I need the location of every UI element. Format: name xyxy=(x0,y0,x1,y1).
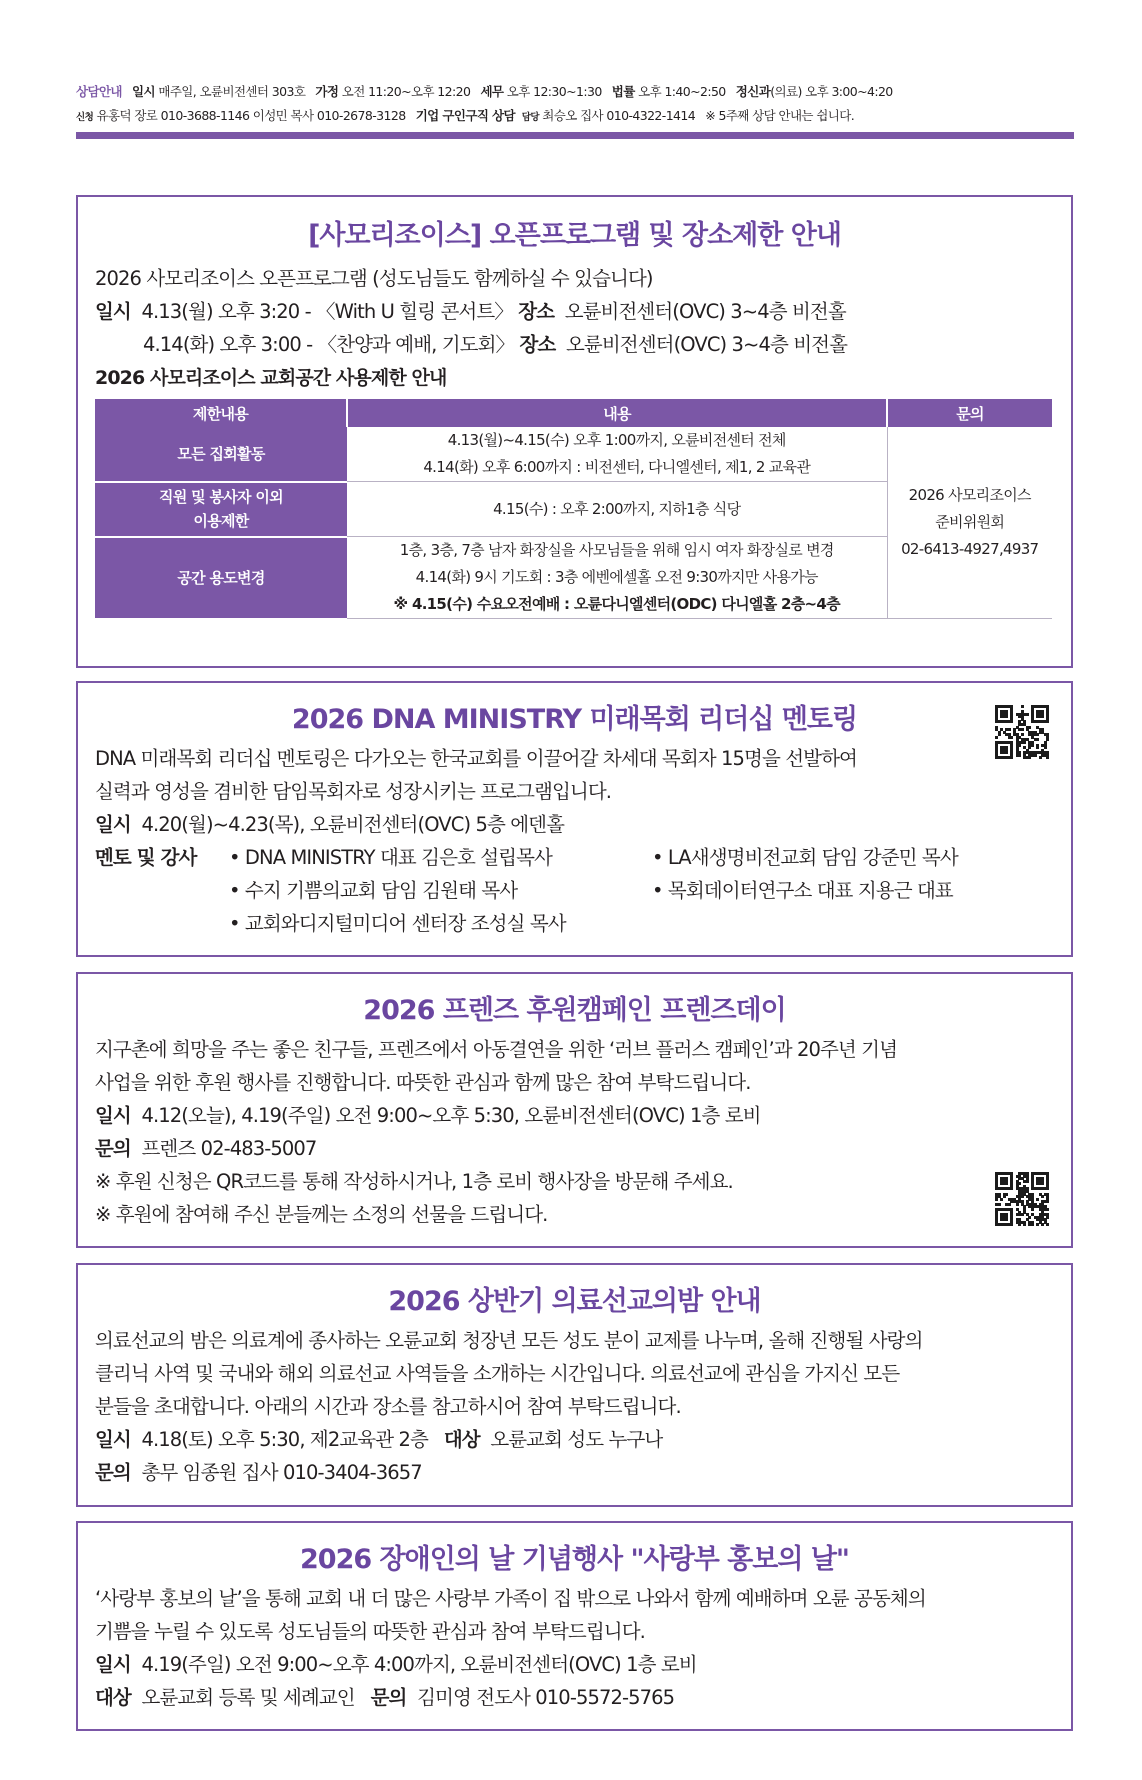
date-2-value: 4.14(화) 오후 3:00 - 〈찬양과 예배, 기도회〉 xyxy=(143,333,515,356)
contact-label: 문의 xyxy=(370,1686,407,1709)
consult-tax-value: 오후 12:30~1:30 xyxy=(506,84,602,99)
qr-module xyxy=(1031,1223,1034,1226)
dna-desc-2: 실력과 영성을 겸비한 담임목회자로 성장시키는 프로그램입니다. xyxy=(95,780,612,803)
qr-module xyxy=(1046,1200,1049,1203)
qr-module xyxy=(1010,1223,1013,1226)
contact-line-2: 준비위원회 xyxy=(935,513,1005,531)
qr-module xyxy=(1023,741,1026,744)
friends-box xyxy=(76,972,1073,1248)
disability-target-contact xyxy=(95,1683,674,1713)
medical-mission-title: 2026 상반기 의료선교의밤 안내 xyxy=(388,1286,761,1317)
table-header-row xyxy=(95,399,1052,427)
header-divider xyxy=(76,132,1074,139)
contact-label: 문의 xyxy=(95,1137,131,1160)
row-2-header-line-1: 직원 및 봉사자 이외 xyxy=(159,488,283,506)
consult-il-label: 일시 xyxy=(132,84,155,99)
friends-note-2: ※ 후원에 참여해 주신 분들께는 소정의 선물을 드립니다. xyxy=(95,1203,548,1226)
contact-line-1: 2026 사모리조이스 xyxy=(908,486,1031,504)
qr-module xyxy=(1046,1223,1049,1226)
medical-contact xyxy=(95,1458,422,1488)
medical-mission-box xyxy=(76,1263,1073,1507)
date-value: 4.19(주일) 오전 9:00~오후 4:00까지, 오륜비전센터(OVC) 1층 로비 xyxy=(141,1653,697,1676)
place-1-value: 오륜비전센터(OVC) 3~4층 비전홀 xyxy=(564,300,846,323)
consult-label: 상담안내 xyxy=(76,84,122,99)
contact-value: 김미영 전도사 010-5572-5765 xyxy=(417,1686,675,1709)
qr-module xyxy=(1036,733,1039,736)
qr-module xyxy=(1031,744,1034,747)
table-header-contact: 문의 xyxy=(887,399,1052,427)
consult-apply-label: 신청 xyxy=(76,112,94,123)
qr-module xyxy=(1034,754,1037,757)
consult-law-label: 법률 xyxy=(611,84,635,99)
disability-day-box xyxy=(76,1521,1073,1731)
samori-joyce-date-1 xyxy=(95,297,846,327)
qr-module xyxy=(995,736,998,739)
mentor-label: 멘토 및 강사 xyxy=(95,846,197,869)
qr-module xyxy=(1021,733,1024,736)
samori-joyce-title: [사모리조이스] 오픈프로그램 및 장소제한 안내 xyxy=(308,220,841,251)
qr-module xyxy=(1046,738,1049,741)
date-label: 일시 xyxy=(95,813,131,836)
qr-module xyxy=(1005,1182,1008,1185)
place-label: 장소 xyxy=(518,300,555,323)
samori-joyce-intro: 2026 사모리조이스 오픈프로그램 (성도님들도 함께하실 수 있습니다) xyxy=(95,267,653,290)
qr-module xyxy=(1046,1216,1049,1219)
space-limit-table xyxy=(95,399,1052,620)
disability-desc-2: 기쁨을 누릴 수 있도록 성도님들의 따뜻한 관심과 참여 부탁드립니다. xyxy=(95,1620,645,1643)
consult-il-value: 매주일, 오륜비전센터 303호 xyxy=(158,84,306,99)
row-2-header-line-2: 이용제한 xyxy=(193,512,249,530)
qr-module xyxy=(1000,1198,1003,1201)
qr-module xyxy=(1036,738,1039,741)
table-header-limit: 제한내용 xyxy=(95,399,347,427)
qr-module xyxy=(1046,720,1049,723)
qr-module xyxy=(1021,728,1024,731)
target-value: 오륜교회 등록 및 세례교인 xyxy=(141,1686,355,1709)
qr-module xyxy=(1018,744,1021,747)
friends-contact xyxy=(95,1134,316,1164)
qr-module xyxy=(1026,1180,1029,1183)
date-label: 일시 xyxy=(95,1104,131,1127)
friends-desc-2: 사업을 위한 후원 행사를 진행합니다. 따뜻한 관심과 함께 많은 참여 부탁드립니다. xyxy=(95,1071,751,1094)
qr-code-dna[interactable] xyxy=(995,705,1049,759)
qr-module xyxy=(1028,1216,1031,1219)
medical-desc-2: 클리닉 사역 및 국내와 해외 의료선교 사역들을 소개하는 시간입니다. 의료선교에 관심을 가지신 모든 xyxy=(95,1362,900,1385)
date-value: 4.18(토) 오후 5:30, 제2교육관 2층 xyxy=(141,1428,428,1451)
qr-module xyxy=(1005,1218,1008,1221)
consult-job-label: 기업 구인구직 상담 xyxy=(415,108,515,123)
qr-module xyxy=(998,733,1001,736)
qr-module xyxy=(998,1203,1001,1206)
qr-module xyxy=(1046,756,1049,759)
qr-module xyxy=(1028,746,1031,749)
contact-value: 총무 임종원 집사 010-3404-3657 xyxy=(141,1461,422,1484)
row-3-content xyxy=(347,537,887,619)
date-label: 일시 xyxy=(95,300,131,323)
consult-psych-note: (의료) xyxy=(770,84,802,99)
contact-value: 프렌즈 02-483-5007 xyxy=(141,1137,317,1160)
contact-phone: 02-6413-4927,4937 xyxy=(901,540,1039,558)
qr-code-friends[interactable] xyxy=(995,1172,1049,1226)
row-3-header: 공간 용도변경 xyxy=(95,537,347,619)
disability-desc-1: ‘사랑부 홍보의 날’을 통해 교회 내 더 많은 사랑부 가족이 집 밖으로 나와서 함께 예배하며 오륜 공동체의 xyxy=(95,1587,926,1610)
consult-family-value: 오전 11:20~오후 12:20 xyxy=(341,84,471,99)
qr-module xyxy=(1036,1198,1039,1201)
qr-module xyxy=(1041,1182,1044,1185)
mentor-item: • 교회와디지털미디어 센터장 조성실 목사 xyxy=(229,912,566,935)
consult-job-manager-label: 담당 xyxy=(521,112,539,123)
row-1-header: 모든 집회활동 xyxy=(95,427,347,482)
target-label: 대상 xyxy=(95,1686,131,1709)
qr-module xyxy=(1010,1187,1013,1190)
mentor-item: • DNA MINISTRY 대표 김은호 설립목사 xyxy=(229,846,552,869)
row-2-header xyxy=(95,482,347,537)
consult-job-value: 최승오 집사 010-4322-1414 xyxy=(542,108,696,123)
qr-module xyxy=(1039,756,1042,759)
qr-module xyxy=(1010,720,1013,723)
friends-note-1: ※ 후원 신청은 QR코드를 통해 작성하시거나, 1층 로비 행사장을 방문해 주세요. xyxy=(95,1170,733,1193)
qr-module xyxy=(1008,728,1011,731)
qr-module xyxy=(1041,1195,1044,1198)
qr-module xyxy=(1041,1223,1044,1226)
disability-day-title: 2026 장애인의 날 기념행사 "사랑부 홍보의 날" xyxy=(300,1544,849,1575)
qr-module xyxy=(1005,1193,1008,1196)
row-1-line-2: 4.14(화) 오후 6:00까지 : 비전센터, 다니엘센터, 제1, 2 교육관 xyxy=(423,458,811,476)
qr-module xyxy=(1021,1195,1024,1198)
consult-info xyxy=(76,80,1074,130)
mentor-item: • 수지 기쁨의교회 담임 김원태 목사 xyxy=(229,879,518,902)
qr-module xyxy=(1005,751,1008,754)
qr-module xyxy=(1005,715,1008,718)
samori-joyce-box xyxy=(76,195,1073,668)
dna-ministry-title: 2026 DNA MINISTRY 미래목회 리더십 멘토링 xyxy=(291,704,858,735)
space-limit-subtitle: 2026 사모리조이스 교회공간 사용제한 안내 xyxy=(95,367,447,389)
consult-line-1 xyxy=(76,80,1074,104)
medical-desc-1: 의료선교의 밤은 의료계에 종사하는 오륜교회 청장년 모든 성도 분이 교제를 나누며, 올해 진행될 사랑의 xyxy=(95,1329,923,1352)
friends-desc-1: 지구촌에 희망을 주는 좋은 친구들, 프렌즈에서 아동결연을 위한 ‘러브 플러스 캠페인’과 20주년 기념 xyxy=(95,1038,898,1061)
qr-module xyxy=(1026,713,1029,716)
friends-title: 2026 프렌즈 후원캠페인 프렌즈데이 xyxy=(363,995,786,1026)
contact-label: 문의 xyxy=(95,1461,131,1484)
mentor-item: • 목회데이터연구소 대표 지용근 대표 xyxy=(652,879,953,902)
consult-line-2 xyxy=(76,104,1074,130)
consult-apply-value: 유홍덕 장로 010-3688-1146 이성민 목사 010-2678-3128 xyxy=(96,108,406,123)
consult-psych-label: 정신과 xyxy=(735,84,771,99)
qr-module xyxy=(1031,1208,1034,1211)
table-header-content: 내용 xyxy=(347,399,887,427)
qr-module xyxy=(1010,736,1013,739)
medical-date xyxy=(95,1425,662,1455)
dna-mentor-label xyxy=(95,843,196,873)
dna-date xyxy=(95,810,564,840)
date-label: 일시 xyxy=(95,1428,131,1451)
consult-psych-value: 오후 3:00~4:20 xyxy=(805,84,893,99)
contact-cell xyxy=(887,427,1052,619)
consult-note: ※ 5주째 상담 안내는 쉽니다. xyxy=(705,108,855,123)
place-label: 장소 xyxy=(519,333,556,356)
qr-module xyxy=(1018,754,1021,757)
date-1-value: 4.13(월) 오후 3:20 - 〈With U 힐링 콘서트〉 xyxy=(141,300,513,323)
mentor-item: • LA새생명비전교회 담임 강준민 목사 xyxy=(652,846,958,869)
disability-date xyxy=(95,1650,697,1680)
row-3-line-3: ※ 4.15(수) 수요오전예배 : 오륜다니엘센터(ODC) 다니엘홀 2층~4층 xyxy=(393,595,840,613)
qr-module xyxy=(1046,1187,1049,1190)
dna-ministry-box xyxy=(76,681,1073,957)
row-3-line-1: 1층, 3층, 7층 남자 화장실을 사모님들을 위해 임시 여자 화장실로 변경 xyxy=(399,541,834,559)
qr-module xyxy=(1041,715,1044,718)
row-2-content: 4.15(수) : 오후 2:00까지, 지하1층 식당 xyxy=(347,482,887,537)
qr-module xyxy=(1016,1203,1019,1206)
medical-desc-3: 분들을 초대합니다. 아래의 시간과 장소를 참고하시어 참여 부탁드립니다. xyxy=(95,1395,681,1418)
qr-module xyxy=(1018,1182,1021,1185)
qr-module xyxy=(1046,1208,1049,1211)
qr-module xyxy=(1021,1213,1024,1216)
samori-joyce-date-2 xyxy=(143,330,847,360)
qr-module xyxy=(1010,756,1013,759)
qr-module xyxy=(1036,1223,1039,1226)
qr-module xyxy=(1008,1203,1011,1206)
table-row xyxy=(95,427,1052,482)
qr-module xyxy=(1018,1223,1021,1226)
date-label: 일시 xyxy=(95,1653,131,1676)
target-value: 오륜교회 성도 누구나 xyxy=(490,1428,663,1451)
date-value: 4.20(월)~4.23(목), 오륜비전센터(OVC) 5층 에덴홀 xyxy=(141,813,565,836)
qr-module xyxy=(1036,746,1039,749)
qr-module xyxy=(1003,1195,1006,1198)
dna-desc-1: DNA 미래목회 리더십 멘토링은 다가오는 한국교회를 이끌어갈 차세대 목회자 15명을 선발하여 xyxy=(95,747,857,770)
consult-family-label: 가정 xyxy=(315,84,339,99)
qr-module xyxy=(1044,746,1047,749)
date-value: 4.12(오늘), 4.19(주일) 오전 9:00~오후 5:30, 오륜비전센터(OVC) 1층 로비 xyxy=(141,1104,761,1127)
friends-date xyxy=(95,1101,761,1131)
qr-module xyxy=(1028,756,1031,759)
place-2-value: 오륜비전센터(OVC) 3~4층 비전홀 xyxy=(565,333,848,356)
row-1-content xyxy=(347,427,887,482)
qr-module xyxy=(1028,726,1031,729)
row-1-line-1: 4.13(월)~4.15(수) 오후 1:00까지, 오륜비전센터 전체 xyxy=(447,431,786,449)
consult-law-value: 오후 1:40~2:50 xyxy=(638,84,726,99)
row-3-line-2: 4.14(화) 9시 기도회 : 3층 에벤에셀홀 오전 9:30까지만 사용가능 xyxy=(415,568,818,586)
qr-module xyxy=(1023,1223,1026,1226)
qr-module xyxy=(995,1198,998,1201)
target-label: 대상 xyxy=(443,1428,480,1451)
consult-tax-label: 세무 xyxy=(480,84,504,99)
qr-module xyxy=(1021,705,1024,708)
